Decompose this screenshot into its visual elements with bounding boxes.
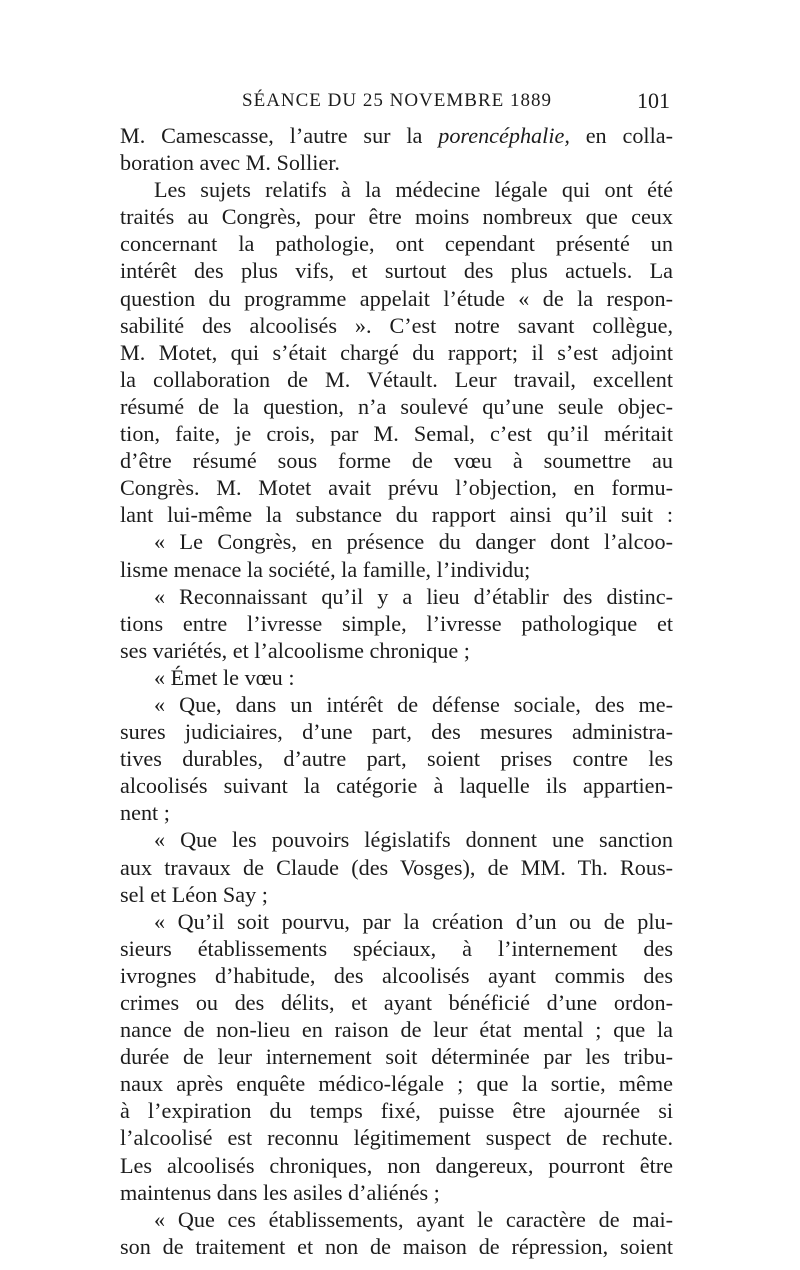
text-line-content: son de traitement et non de maison de répression, soient (120, 1233, 673, 1259)
text-line-content: boration avec M. Sollier. (120, 150, 340, 176)
text-line-content: à l’expiration du temps fixé, puisse être ajournée si (120, 1098, 673, 1124)
text-line-content: ivrognes d’habitude, des alcoolisés ayant commis des (120, 962, 673, 988)
text-line-content: d’être résumé sous forme de vœu à soumettre au (120, 448, 673, 474)
text-line (120, 285, 673, 312)
text-line (120, 1206, 673, 1233)
text-line (120, 854, 673, 881)
text-line-content: M. Camescasse, l’autre sur la (120, 123, 439, 148)
text-line (120, 176, 673, 203)
text-line-content: concernant la pathologie, ont cependant présenté un (120, 231, 673, 257)
text-line-content: tives durables, d’autre part, soient prises contre les (120, 746, 673, 772)
text-line (120, 610, 673, 637)
text-line (120, 501, 673, 528)
running-head: SÉANCE DU 25 NOVEMBRE 1889 (242, 90, 552, 111)
text-line (120, 1179, 673, 1206)
text-line (120, 935, 673, 962)
text-line (120, 1043, 673, 1070)
text-line (120, 1070, 673, 1097)
text-line (120, 745, 673, 772)
text-line (120, 203, 673, 230)
text-line-content: lisme menace la société, la famille, l’individu; (120, 556, 531, 582)
text-line (120, 420, 673, 447)
text-line (120, 799, 673, 826)
text-line (120, 881, 673, 908)
text-line (120, 1152, 673, 1179)
text-line-content: traités au Congrès, pour être moins nombreux que ceux (120, 204, 673, 230)
text-line (120, 691, 673, 718)
text-line-content: tion, faite, je crois, par M. Semal, c’est qu’il méritait (120, 421, 673, 447)
text-line (120, 1124, 673, 1151)
text-line-content: « Reconnaissant qu’il y a lieu d’établir des distinc- (154, 583, 673, 609)
text-line-content: maintenus dans les asiles d’aliénés ; (120, 1179, 440, 1205)
text-line-content: résumé de la question, n’a soulevé qu’une seule objec- (120, 393, 673, 419)
text-line (120, 637, 673, 664)
text-line-content: « Le Congrès, en présence du danger dont l’alcoo- (154, 529, 673, 555)
text-line-continuation: en colla- (569, 123, 673, 148)
text-line (120, 149, 673, 176)
text-line-content: nent ; (120, 800, 170, 826)
text-line-content: ses variétés, et l’alcoolisme chronique ; (120, 637, 470, 663)
text-line-content: Les alcoolisés chroniques, non dangereux, pourront être (120, 1152, 673, 1178)
text-line (120, 826, 673, 853)
text-line-content: lant lui-même la substance du rapport ainsi qu’il suit : (120, 502, 673, 528)
text-line-content: « Que, dans un intérêt de défense sociale, des me- (154, 691, 673, 717)
body-text (120, 122, 673, 1260)
text-line-content: sieurs établissements spéciaux, à l’internement des (120, 935, 673, 961)
text-line-content: sabilité des alcoolisés ». C’est notre savant collègue, (120, 312, 673, 338)
text-line (120, 962, 673, 989)
text-line (120, 474, 673, 501)
text-line-content: alcoolisés suivant la catégorie à laquelle ils appartien- (120, 773, 673, 799)
text-line (120, 556, 673, 583)
text-line (120, 230, 673, 257)
text-line (120, 989, 673, 1016)
text-line (120, 1016, 673, 1043)
text-line-content: crimes ou des délits, et ayant bénéficié d’une ordon- (120, 990, 673, 1015)
text-line-content: naux après enquête médico-légale ; que la sortie, même (120, 1071, 673, 1097)
text-line-content: « Qu’il soit pourvu, par la création d’un ou de plu- (154, 908, 673, 934)
text-line-content: durée de leur internement soit déterminée par les tribu- (120, 1044, 673, 1070)
text-line-content: « Que ces établissements, ayant le caractère de mai- (154, 1206, 673, 1232)
text-line (120, 122, 673, 149)
text-line (120, 257, 673, 284)
text-line-content: Congrès. M. Motet avait prévu l’objection, en formu- (120, 475, 673, 501)
text-line-content: sures judiciaires, d’une part, des mesures administra- (120, 719, 673, 745)
text-line (120, 664, 673, 691)
text-line-content: sel et Léon Say ; (120, 881, 268, 907)
page-number: 101 (637, 88, 670, 113)
text-line-content: « Émet le vœu : (154, 664, 295, 690)
text-line (120, 583, 673, 610)
text-line-content: tions entre l’ivresse simple, l’ivresse pathologique et (120, 610, 673, 636)
text-line (120, 1097, 673, 1124)
text-line (120, 718, 673, 745)
italic-term: porencéphalie, (438, 123, 570, 148)
text-line-content: « Que les pouvoirs législatifs donnent une sanction (154, 827, 673, 853)
text-line (120, 393, 673, 420)
text-line-content: la collaboration de M. Vétault. Leur travail, excellent (120, 366, 673, 392)
text-line-content: question du programme appelait l’étude « de la respon- (120, 285, 673, 311)
text-line (120, 447, 673, 474)
text-line-content: intérêt des plus vifs, et surtout des plus actuels. La (120, 258, 673, 284)
text-line (120, 528, 673, 555)
text-line (120, 1233, 673, 1260)
text-line-content: Les sujets relatifs à la médecine légale qui ont été (154, 177, 673, 203)
text-line (120, 312, 673, 339)
page-header (122, 84, 672, 118)
text-line-content: aux travaux de Claude (des Vosges), de MM. Th. Rous- (120, 854, 673, 880)
text-line (120, 339, 673, 366)
text-line-content: M. Motet, qui s’était chargé du rapport; il s’est adjoint (120, 339, 673, 365)
text-line-content: nance de non-lieu en raison de leur état mental ; que la (120, 1017, 673, 1043)
text-line (120, 366, 673, 393)
text-line (120, 772, 673, 799)
text-line-content: l’alcoolisé est reconnu légitimement suspect de rechute. (120, 1125, 673, 1151)
text-line (120, 908, 673, 935)
